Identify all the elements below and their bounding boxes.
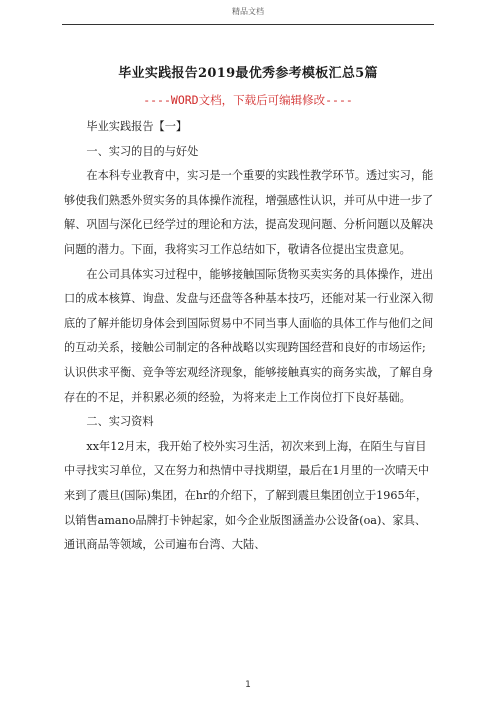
section-heading-purpose: 一、实习的目的与好处 [86,144,199,158]
page-header-label: 精品文档 [232,7,264,16]
page-number: 1 [245,680,251,690]
header-divider [62,24,434,25]
section-heading-materials: 二、实习资料 [86,415,154,429]
paragraph-purpose: 在本科专业教育中，实习是一个重要的实践性教学环节。透过实习，能够使我们熟悉外贸实务的具体操作流程，增强感性认识，并可从中进一步了解、巩固与深化已经学过的理论和方法，提高发现问题、分析问题以及解决问题的潜力。下面，我将实习工作总结如下，敬请各位提出宝贵意见。 [64,169,434,256]
document-body [64,115,436,558]
paragraph-materials: xx年12月末，我开始了校外实习生活，初次来到上海，在陌生与盲目中寻找实习单位，又在努力和热情中寻找期望，最后在1月里的一次晴天中来到了震旦(国际)集团，在hr的介绍下，了解到震旦集团创立于1965年，以销售amano品牌打卡钟起家，如今企业版图涵盖办公设备(oa)、家具、通讯商品等领域，公司遍布台湾、大陆、 [64,439,430,552]
report-heading: 毕业实践报告【一】 [86,120,188,133]
paragraph-practice: 在公司具体实习过程中，能够接触国际货物买卖实务的具体操作，进出口的成本核算、询盘、发盘与还盘等各种基本技巧，还能对某一行业深入彻底的了解并能切身体会到国际贸易中不同当事人面临的具体工作与他们之间的互动关系，接触公司制定的各种战略以实现跨国经营和良好的市场运作;认识供求平衡、竞争等宏观经济现象，能够接触真实的商务实战，了解自身存在的不足，并积累必须的经验，为将来走上工作岗位打下良好基础。 [64,267,434,404]
document-subtitle: ----WORD文档，下载后可编辑修改---- [143,93,353,107]
document-title: 毕业实践报告2019最优秀参考模板汇总5篇 [118,66,378,81]
